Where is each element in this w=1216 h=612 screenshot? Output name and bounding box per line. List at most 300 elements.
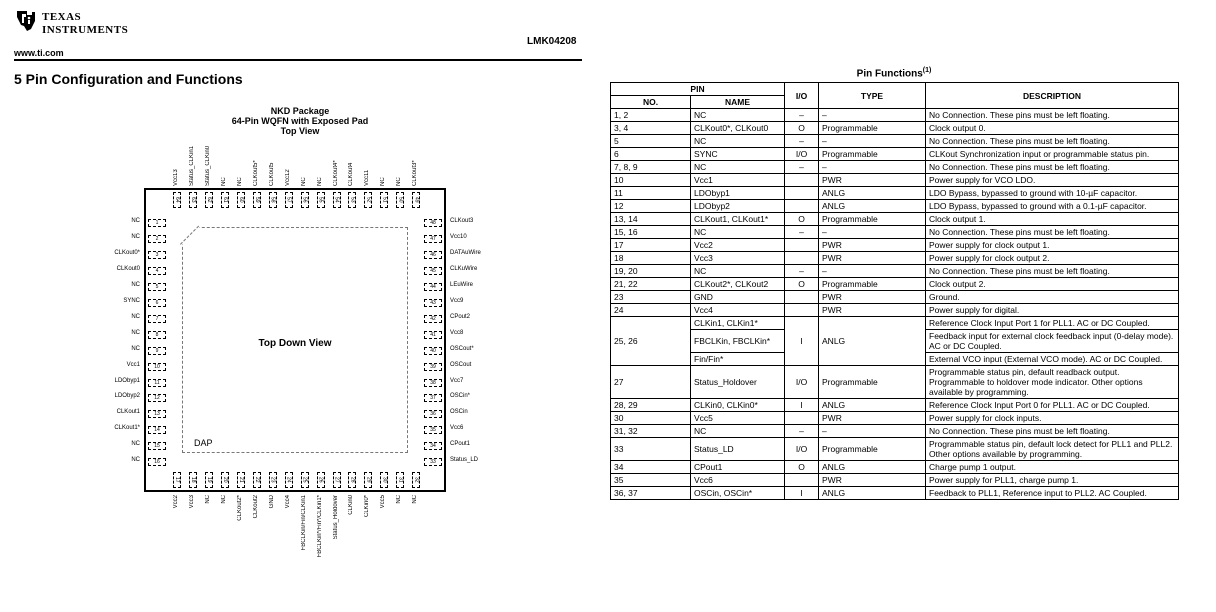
pin-type: Programmable: [819, 366, 926, 399]
pin-label: GND: [268, 495, 275, 509]
pin-pad: 36: [424, 410, 442, 418]
table-row: [611, 317, 1179, 330]
pin-name: Vcc2: [691, 239, 785, 252]
pin-pad: 47: [424, 235, 442, 243]
table-row: [611, 226, 1179, 239]
pin-number: 35: [611, 474, 691, 487]
header-io: I/O: [785, 83, 819, 109]
pin-pad: 6: [148, 299, 166, 307]
pin-number: 30: [611, 412, 691, 425]
pin-name: CLKout1, CLKout1*: [691, 213, 785, 226]
table-row: [611, 148, 1179, 161]
pin-pad: 2: [148, 235, 166, 243]
pin-pad: 22: [253, 472, 261, 488]
table-body: [611, 109, 1179, 500]
pin-label: CLKout1*: [114, 425, 140, 432]
pin-label: Vcc13: [173, 169, 179, 186]
pin-label: Vcc1: [126, 361, 140, 368]
section-title: 5 Pin Configuration and Functions: [14, 71, 243, 87]
pin-io: O: [785, 461, 819, 474]
pin-pad: 33: [424, 458, 442, 466]
pin-label: Vcc4: [284, 495, 291, 509]
table-row: [611, 161, 1179, 174]
pin-label: Vcc8: [450, 329, 464, 336]
pin-description: Power supply for clock inputs.: [926, 412, 1179, 425]
pin-label: Vcc3: [188, 495, 195, 509]
table-row: [611, 412, 1179, 425]
pin-type: PWR: [819, 291, 926, 304]
pin-description: LDO Bypass, bypassed to ground with 10-µF capacitor.: [926, 187, 1179, 200]
pin-label: NC: [131, 281, 140, 288]
pin-description: Reference Clock Input Port 1 for PLL1. AC or DC Coupled.: [926, 317, 1179, 330]
pin-number: 28, 29: [611, 399, 691, 412]
table-row: [611, 135, 1179, 148]
pin-pad: 23: [269, 472, 277, 488]
pin-label: CLKin0: [348, 495, 355, 515]
pin-label: OSCin: [450, 409, 468, 416]
table-row: [611, 239, 1179, 252]
pin-pad: 41: [424, 331, 442, 339]
pin-number: 18: [611, 252, 691, 265]
pin-label: NC: [131, 329, 140, 336]
pin-description: Power supply for clock output 1.: [926, 239, 1179, 252]
pin-pad: 27: [333, 472, 341, 488]
pin-description: Charge pump 1 output.: [926, 461, 1179, 474]
pin-pad: 7: [148, 315, 166, 323]
pin-pad: 11: [148, 379, 166, 387]
pin-pad: 57: [285, 192, 293, 208]
pin-label: CPout2: [450, 313, 471, 320]
pin-pad: 19: [205, 472, 213, 488]
pin-name: Vcc6: [691, 474, 785, 487]
pin-pad: 63: [189, 192, 197, 208]
pin-pad: 25: [301, 472, 309, 488]
pin-label: CLKuWire: [450, 265, 478, 272]
pin-number: 1, 2: [611, 109, 691, 122]
pin-name: Status_Holdover: [691, 366, 785, 399]
header-rule: [14, 59, 582, 61]
pin-number: 25, 26: [611, 317, 691, 366]
brand-line1: TEXAS: [42, 11, 82, 23]
pin-label: OSCout*: [450, 345, 474, 352]
pin-pad: 29: [364, 472, 372, 488]
pin-pad: 3: [148, 251, 166, 259]
pin-label: FBCLKin*/Fin*/CLKin1*: [316, 495, 323, 558]
pin-label: Vcc9: [450, 297, 464, 304]
pin-name: CLKout2*, CLKout2: [691, 278, 785, 291]
pin-name: OSCin, OSCin*: [691, 487, 785, 500]
pin-type: Programmable: [819, 438, 926, 461]
pin-label: NC: [316, 177, 323, 186]
pin-label: LDObyp2: [114, 393, 140, 400]
table-title-note: (1): [922, 67, 932, 74]
pin-io: [785, 252, 819, 265]
pin-label: CLKout5: [268, 162, 275, 186]
pin-type: ANLG: [819, 399, 926, 412]
pin-type: PWR: [819, 412, 926, 425]
pin-io: [785, 291, 819, 304]
pin-description: Power supply for clock output 2.: [926, 252, 1179, 265]
pin-type: PWR: [819, 304, 926, 317]
pin-pad: 35: [424, 426, 442, 434]
pin-io: –: [785, 425, 819, 438]
pin-label: Vcc6: [450, 425, 464, 432]
table-row: [611, 304, 1179, 317]
pin-description: Reference Clock Input Port 0 for PLL1. AC or DC Coupled.: [926, 399, 1179, 412]
pin-label: CLKout4*: [332, 160, 339, 186]
pin-label: NC: [131, 457, 140, 464]
pin-pad: 37: [424, 394, 442, 402]
pin-name: NC: [691, 109, 785, 122]
pin-pad: 16: [148, 458, 166, 466]
pin-label: OSCin*: [450, 393, 471, 400]
pin-type: PWR: [819, 174, 926, 187]
pin-label: CLKout5*: [252, 160, 259, 186]
pin-pad: 50: [396, 192, 404, 208]
pin-number: 5: [611, 135, 691, 148]
pin-type: PWR: [819, 252, 926, 265]
pin-name: LDObyp2: [691, 200, 785, 213]
pin-pad: 39: [424, 363, 442, 371]
table-row: [611, 200, 1179, 213]
pin-pad: 20: [221, 472, 229, 488]
dap-label: DAP: [194, 438, 213, 448]
pin-pad: 43: [424, 299, 442, 307]
pin-type: ANLG: [819, 187, 926, 200]
pin-io: –: [785, 226, 819, 239]
pin-type: –: [819, 265, 926, 278]
header-no: NO.: [611, 96, 691, 109]
ti-logo: [14, 8, 129, 42]
pin-io: I/O: [785, 148, 819, 161]
pin-pad: 54: [333, 192, 341, 208]
pin-label: NC: [396, 495, 403, 504]
pin-name: GND: [691, 291, 785, 304]
header-name: NAME: [691, 96, 785, 109]
pin-description: Power supply for PLL1, charge pump 1.: [926, 474, 1179, 487]
pin-label: CLKout2: [252, 495, 259, 519]
pin-pad: 10: [148, 363, 166, 371]
pin-type: –: [819, 226, 926, 239]
pin-number: 31, 32: [611, 425, 691, 438]
pin-label: CPout1: [450, 441, 471, 448]
pin-pad: 44: [424, 283, 442, 291]
pin-name: NC: [691, 265, 785, 278]
pin-pad: 31: [396, 472, 404, 488]
doc-number: LMK04208: [527, 36, 577, 47]
table-row: [611, 291, 1179, 304]
pin-pad: 64: [173, 192, 181, 208]
pin-number: 12: [611, 200, 691, 213]
pin-description: Clock output 2.: [926, 278, 1179, 291]
pin-label: NC: [220, 495, 227, 504]
pin-label: Status_CLKin1: [188, 145, 195, 186]
table-row: [611, 265, 1179, 278]
pin-label: Vcc5: [380, 495, 387, 509]
pin-number: 17: [611, 239, 691, 252]
pin-io: [785, 200, 819, 213]
pin-description: No Connection. These pins must be left floating.: [926, 226, 1179, 239]
pin-name: SYNC: [691, 148, 785, 161]
pin-name: NC: [691, 135, 785, 148]
pin-number: 7, 8, 9: [611, 161, 691, 174]
pin-functions-table: [610, 82, 1179, 500]
pin-io: [785, 412, 819, 425]
pin-label: CLKout1: [116, 409, 140, 416]
pin-name: NC: [691, 161, 785, 174]
pin-pad: 49: [412, 192, 420, 208]
table-row: [611, 438, 1179, 461]
pin-label: Status_Holdover: [332, 495, 339, 540]
pin-description: No Connection. These pins must be left floating.: [926, 265, 1179, 278]
pin-label: NC: [380, 177, 387, 186]
pin-type: ANLG: [819, 461, 926, 474]
pin-type: ANLG: [819, 200, 926, 213]
package-line2: 64-Pin WQFN with Exposed Pad: [231, 116, 369, 126]
pin-pad: 8: [148, 331, 166, 339]
pin-number: 24: [611, 304, 691, 317]
pin-pad: 28: [348, 472, 356, 488]
pin-pad: 38: [424, 379, 442, 387]
pin-description: Programmable status pin, default lock detect for PLL1 and PLL2. Other options available by programming.: [926, 438, 1179, 461]
pin-name: NC: [691, 425, 785, 438]
pin-name: Status_LD: [691, 438, 785, 461]
pin-type: ANLG: [819, 317, 926, 366]
pin-label: Status_CLKin0: [204, 145, 211, 186]
table-row: [611, 187, 1179, 200]
pin-pad: 59: [253, 192, 261, 208]
pin-pad: 24: [285, 472, 293, 488]
pin-pad: 14: [148, 426, 166, 434]
table-row: [611, 109, 1179, 122]
pin-label: Vcc11: [364, 169, 371, 186]
pin-pad: 40: [424, 347, 442, 355]
pin-name: Vcc1: [691, 174, 785, 187]
pin-pad: 9: [148, 347, 166, 355]
pin-pad: 51: [380, 192, 388, 208]
pin-label: CLKout2*: [236, 495, 243, 521]
pin-type: Programmable: [819, 122, 926, 135]
table-row: [611, 425, 1179, 438]
pin-description: Feedback input for external clock feedback input (0-delay mode). AC or DC Coupled.: [926, 330, 1179, 353]
pin-label: NC: [236, 177, 243, 186]
table-row: [611, 461, 1179, 474]
brand-line2: INSTRUMENTS: [42, 24, 129, 36]
pin-label: NC: [131, 218, 140, 224]
pin-name: CLKout0*, CLKout0: [691, 122, 785, 135]
pin-pad: 13: [148, 410, 166, 418]
pin-name: CPout1: [691, 461, 785, 474]
pin-name: CLKin0, CLKin0*: [691, 399, 785, 412]
pin-label: NC: [131, 233, 140, 240]
pin-pad: 52: [364, 192, 372, 208]
pin-name: Vcc4: [691, 304, 785, 317]
pin-io: I: [785, 317, 819, 366]
pin-label: NC: [131, 441, 140, 448]
pin-number: 10: [611, 174, 691, 187]
pin-pad: 15: [148, 442, 166, 450]
pin-name: Fin/Fin*: [691, 353, 785, 366]
pin-description: CLKout Synchronization input or programmable status pin.: [926, 148, 1179, 161]
pin-description: Feedback to PLL1, Reference input to PLL2. AC Coupled.: [926, 487, 1179, 500]
package-line3: Top View: [280, 126, 320, 136]
pin-label: CLKout3*: [412, 160, 419, 186]
pin-label: NC: [131, 313, 140, 320]
pin-pad: 58: [269, 192, 277, 208]
pin-io: [785, 239, 819, 252]
pin-name: Vcc5: [691, 412, 785, 425]
pin-description: No Connection. These pins must be left floating.: [926, 161, 1179, 174]
pin-description: No Connection. These pins must be left floating.: [926, 425, 1179, 438]
table-row: [611, 487, 1179, 500]
pin-pad: 53: [348, 192, 356, 208]
header-pin: PIN: [611, 83, 785, 96]
pin-label: SYNC: [123, 297, 140, 304]
pin-description: Power supply for digital.: [926, 304, 1179, 317]
pin-io: [785, 174, 819, 187]
table-title-text: Pin Functions: [856, 68, 923, 80]
table-row: [611, 366, 1179, 399]
top-down-view-label: Top Down View: [258, 338, 332, 349]
pin-type: –: [819, 109, 926, 122]
pin-type: –: [819, 161, 926, 174]
pin-pad: 56: [301, 192, 309, 208]
pin-name: Vcc3: [691, 252, 785, 265]
pin-pad: 30: [380, 472, 388, 488]
pin-number: 27: [611, 366, 691, 399]
pin-io: [785, 304, 819, 317]
pin-description: Ground.: [926, 291, 1179, 304]
pin-label: CLKout0: [116, 265, 140, 272]
pin-io: I: [785, 399, 819, 412]
pin-type: PWR: [819, 474, 926, 487]
pin-label: Vcc10: [450, 233, 467, 240]
pin-pad: 42: [424, 315, 442, 323]
pin-io: O: [785, 213, 819, 226]
pin-label: NC: [412, 495, 419, 504]
pin-number: 13, 14: [611, 213, 691, 226]
pin-io: –: [785, 109, 819, 122]
pin-pad: 34: [424, 442, 442, 450]
pin-pad: 62: [205, 192, 213, 208]
pin-pad: 18: [189, 472, 197, 488]
pin-type: –: [819, 135, 926, 148]
pin-pad: 26: [317, 472, 325, 488]
pin-name: CLKin1, CLKin1*: [691, 317, 785, 330]
pin-io: O: [785, 278, 819, 291]
pin-pad: 17: [173, 472, 181, 488]
pin-io: –: [785, 265, 819, 278]
pin-description: Clock output 1.: [926, 213, 1179, 226]
header-description: DESCRIPTION: [926, 83, 1179, 109]
pin-pad: 61: [221, 192, 229, 208]
pin-label: LEuWire: [450, 281, 474, 288]
pin-number: 21, 22: [611, 278, 691, 291]
pin-pad: 5: [148, 283, 166, 291]
table-row: [611, 122, 1179, 135]
pin-label: Status_LD: [450, 457, 479, 464]
pin-type: Programmable: [819, 278, 926, 291]
pin-label: NC: [300, 177, 307, 186]
pin-number: 15, 16: [611, 226, 691, 239]
pin-label: CLKout4: [348, 162, 355, 186]
pin-pad: 60: [237, 192, 245, 208]
pin-description: No Connection. These pins must be left floating.: [926, 109, 1179, 122]
pin-description: Clock output 0.: [926, 122, 1179, 135]
pin-number: 33: [611, 438, 691, 461]
pin-description: No Connection. These pins must be left floating.: [926, 135, 1179, 148]
pin-type: Programmable: [819, 148, 926, 161]
pin-label: NC: [396, 177, 403, 186]
pin-label: Vcc12: [284, 169, 291, 186]
pin-number: 3, 4: [611, 122, 691, 135]
pin-label: CLKin0*: [364, 495, 371, 518]
pin-description: Programmable status pin, default readback output. Programmable to holdover mode indicator. Other options available by programming.: [926, 366, 1179, 399]
pin-number: 34: [611, 461, 691, 474]
pin-label: Vcc7: [450, 377, 464, 384]
pin-pad: 32: [412, 472, 420, 488]
pin-label: FBCLKin/Fin/CLKin1: [300, 495, 307, 551]
pin-type: PWR: [819, 239, 926, 252]
pin-label: CLKout3: [450, 218, 474, 224]
pin-io: –: [785, 135, 819, 148]
table-title: [610, 67, 1178, 79]
pin-description: Power supply for VCO LDO.: [926, 174, 1179, 187]
pin-label: CLKout0*: [114, 249, 140, 256]
pin-pad: 55: [317, 192, 325, 208]
pin-io: [785, 474, 819, 487]
pin-io: O: [785, 122, 819, 135]
pin-label: Vcc2: [173, 495, 179, 509]
pin-number: 23: [611, 291, 691, 304]
pin-pad: 48: [424, 219, 442, 227]
pin-type: –: [819, 425, 926, 438]
pin-name: NC: [691, 226, 785, 239]
pin-label: NC: [204, 495, 211, 504]
pin-name: FBCLKin, FBCLKin*: [691, 330, 785, 353]
pin-label: NC: [220, 177, 227, 186]
pin-pad: 1: [148, 219, 166, 227]
pin-io: [785, 187, 819, 200]
table-row: [611, 174, 1179, 187]
pin-io: –: [785, 161, 819, 174]
table-row: [611, 278, 1179, 291]
package-line1: NKD Package: [270, 106, 330, 116]
table-row: [611, 213, 1179, 226]
pin-io: I: [785, 487, 819, 500]
pin-pad: 45: [424, 267, 442, 275]
pin-number: 36, 37: [611, 487, 691, 500]
pin-pad: 21: [237, 472, 245, 488]
pin-name: LDObyp1: [691, 187, 785, 200]
pin-description: External VCO input (External VCO mode). AC or DC Coupled.: [926, 353, 1179, 366]
pin-label: DATAuWire: [450, 249, 481, 256]
header-type: TYPE: [819, 83, 926, 109]
table-row: [611, 474, 1179, 487]
pin-io: I/O: [785, 366, 819, 399]
pin-label: LDObyp1: [114, 377, 140, 384]
website: www.ti.com: [14, 48, 64, 58]
pin-io: I/O: [785, 438, 819, 461]
pin-number: 19, 20: [611, 265, 691, 278]
pin-label: NC: [131, 345, 140, 352]
table-row: [611, 399, 1179, 412]
ti-logo-icon: [14, 9, 38, 33]
pin-type: Programmable: [819, 213, 926, 226]
pin-pad: 46: [424, 251, 442, 259]
pin-type: ANLG: [819, 487, 926, 500]
pin-label: OSCout: [450, 361, 472, 368]
